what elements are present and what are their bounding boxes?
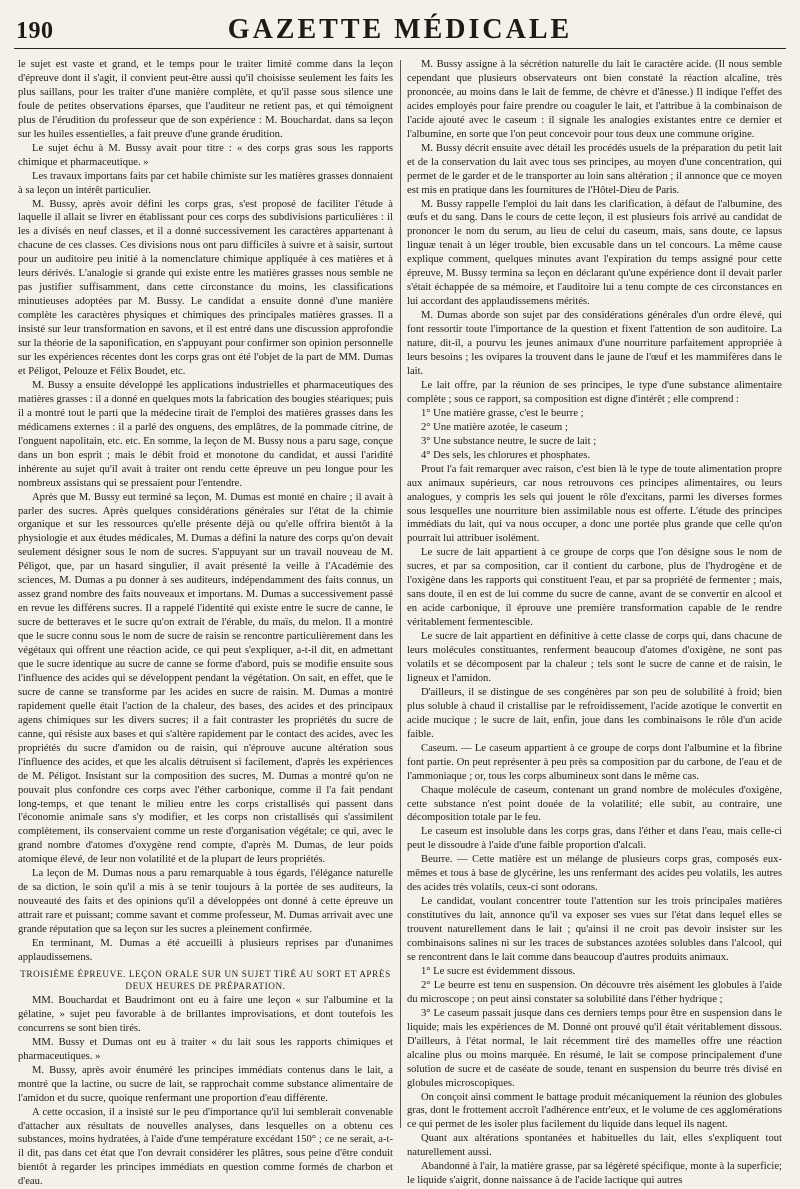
article-body <box>18 58 782 1188</box>
paragraph: Beurre. — Cette matière est un mélange de plusieurs corps gras, composés eux-mêmes et tous à base de glycérine, les uns renfermant des acides peu volatils, les autres des acides très volatils, ceux-ci sont odorans. <box>407 854 782 894</box>
paragraph: le sujet est vaste et grand, et le temps pour le traiter limité comme dans la leçon d'épreuve dont il s'agit, il convient peut-être aussi qu'il choisisse seulement les faits les plus saillans, pour les traiter d'une manière complète, et qu'il passe sous silence une foule de petites observations éparses, que l'auditeur ne retient pas, et qui témoignent plus de l'érudition du professeur que de son expérience : M. Bouchardat. dans sa leçon sur les huiles essentielles, a fait preuve d'une grande érudition. <box>18 59 393 140</box>
page-header <box>14 8 786 49</box>
paragraph: Chaque molécule de caseum, contenant un grand nombre de molécules d'oxigène, cette substance n'est point douée de la volatilité; elle subit, au contraire, une décomposition totale par le feu. <box>407 784 782 824</box>
paragraph: M. Dumas aborde son sujet par des considérations générales d'un ordre élevé, qui font ressortir toute l'importance de la question et fixent l'attention de son auditoire. La nature, dit-il, a pourvu les jeunes animaux d'une nourriture parfaitement appropriée à leurs besoins ; les ovipares la trouvent dans le jaune de l'œuf et les mammifères dans le lait. <box>407 310 782 377</box>
list-item: 2° Une matière azotée, le caseum ; <box>421 421 568 433</box>
paragraph: MM. Bussy et Dumas ont eu à traiter « du lait sous les rapports chimiques et pharmaceutiques. » <box>18 1036 393 1062</box>
paragraph: M. Bussy a ensuite développé les applications industrielles et pharmaceutiques des matières grasses : il a donné en quelques mots la fabrication des bougies stéariques; puis il a montré tout le parti que la médecine tirait de l'emploi des matières grasses dans les médicamens externes : il a parlé des onguens, des emplâtres, de la pommade citrine, de l'onguent napolitain, etc. etc. En somme, la leçon de M. Bussy nous a paru sage, conçue dans un bon esprit ; mais le débit froid et monotone du candidat, et aussi l'aridité inhérente au sujet qu'il avait à traiter ont rendu cette épreuve un peu longue pour les nombreux assistans qui se pressaient pour l'entendre. <box>18 379 393 489</box>
paragraph: Le sucre de lait appartient à ce groupe de corps que l'on désigne sous le nom de sucres, et par sa composition, car il contient du carbone, plus de l'hydrogène et de l'oxigène dans les rapports qui constituent l'eau, et par sa propriété de fermenter ; mais, sans doute, il en est de lui comme du sucre de canne, avant de se convertir en alcool et en acide carbonique, il éprouve une première transformation capable de le rendre véritablement fermentescible. <box>407 547 782 629</box>
list-item: 2° Le beurre est tenu en suspension. On découvre très aisément les globules à l'aide du microscope ; on peut ainsi constater sa solubilité dans l'éther hydrique ; <box>407 979 782 1005</box>
paragraph: Le sujet échu à M. Bussy avait pour titre : « des corps gras sous les rapports chimique et pharmaceutique. » <box>18 142 393 168</box>
page-number: 190 <box>16 18 54 44</box>
paragraph: M. Bussy, après avoir énuméré les principes immédiats contenus dans le lait, a montré que la lactine, ou sucre de lait, se rapprochait comme substance alimentaire de l'amidon et du sucre, quoique renfermant une proportion d'eau différente. <box>18 1064 393 1104</box>
right-column <box>407 58 782 1187</box>
paragraph: M. Bussy décrit ensuite avec détail les procédés usuels de la préparation du petit lait et de la conservation du lait avec tous ses principes, au moyen d'une concentration, qui permet de le garder et de le transporter au loin sans altération ; il annonce que ce moyen est mis en pratique dans les fournitures de l'Hôtel-Dieu de Paris. <box>407 142 782 196</box>
left-column <box>18 58 393 1188</box>
paragraph: M. Bussy, après avoir défini les corps gras, s'est proposé de faciliter l'étude à laquelle il allait se livrer en établissant pour ces corps des subdivisions particulières : il les a divisés en neuf classes, et il a donné successivement les caractères appartenant à chacune de ces classes. Ces divisions nous ont paru difficiles à suivre et à saisir, surtout pour un auditoire peu initié à la nomenclature chimique appliquée à ces matières et à leurs dérivés. L'analogie si grande qui existe entre les matières grasses nous semble ne pas justifier suffisamment, dans cette circonstance du moins, les classifications minutieuses adoptées par M. Bussy. Le candidat a ensuite donné d'une manière complète les caractères physiques et chimiques des principales matières grasses. Il a insisté sur leur transformation en savons, et il est entré dans une discussion approfondie sur la théorie de la saponification, en s'appuyant pour confirmer son opinion personnelle sur les expériences récentes dont les corps gras ont été l'objet de la part de MM. Dumas et Péligot, Pelouze et Félix Boudet, etc. <box>18 198 393 377</box>
paragraph: Les travaux importans faits par cet habile chimiste sur les matières grasses donnaient à sa leçon un intérêt particulier. <box>18 170 393 196</box>
paragraph: Caseum. — Le caseum appartient à ce groupe de corps dont l'albumine et la fibrine font partie. On peut représenter à peu près sa composition par du carbone, de l'eau et de l'ammoniaque ; or, tous les corps albumineux sont dans le même cas. <box>407 742 782 782</box>
paragraph: Le sucre de lait appartient en définitive à cette classe de corps qui, dans chacune de leurs molécules constituantes, renferment beaucoup d'atomes d'oxigène, ne sont pas volatils et se décomposent par la chaleur ; tels sont le sucre de canne et de raisin, le ligneux et l'amidon. <box>407 631 782 684</box>
paragraph: Prout l'a fait remarquer avec raison, c'est bien là le type de toute alimentation propre aux animaux supérieurs, car nous retrouvons ces principes alimentaires, ou leurs analogues, y compris les sels qui jouent le rôle d'excitans, parmi les diverses formes sous lesquelles une nourriture bien assimilable nous est offerte. L'étude des principes immédiats du lait, qui va nous occuper, a donc une portée plus grande que celle qu'on pourrait lui attribuer isolément. <box>407 463 782 545</box>
paragraph: Le lait offre, par la réunion de ses principes, le type d'une substance alimentaire complète ; sous ce rapport, sa composition est digne d'intérêt ; elle comprend : <box>407 379 782 405</box>
paragraph: Après que M. Bussy eut terminé sa leçon, M. Dumas est monté en chaire ; il avait à parler des sucres. Après quelques considérations générales sur l'état de la chimie organique et sur les ressources qu'elle présente déjà ou qu'elle offrira bientôt à la physiologie et aux études médicales, M. Dumas a défini la nature des corps qu'on devait seulement désigner sous le nom de sucres. S'appuyant sur un travail nouveau de M. Péligot, que, par un hasard singulier, il avait présenté la veille à l'Académie des sciences, M. Dumas a pu donner à ses auditeurs, indépendamment des faits connus, un assez grand nombre des faits nouveaux et importans. M. Dumas a successivement passé en revue les différens sucres. Il a rappelé l'identité qui existe entre le sucre de canne, le sucre de betteraves et le sucre qu'on extrait de l'érable, du maïs, du melon. Il a montré que le sucre connu sous le nom de sucre de raisin se rencontre particulièrement dans les végétaux qui offrent une réaction acide, ce qui peut s'expliquer, a-t-il dit, en admettant que le sucre identique au sucre de canne se forme d'abord, puis se modifie ensuite sous l'influence des acides qui se développent pendant la végétation. On sait, en effet, que le sucre de canne se transforme par les acides en sucre de raisin. M. Dumas a montré rapidement quelle était l'action de la chaleur, des bases, des acides et des principaux agens chimiques sur les divers sucres; il a fait contraster les propriétés du sucre de canne, qui résiste aux bases et qui s'altère rapidement par le contact des acides, avec les propriétés du sucre d'amidon ou de raisin, qui n'éprouve aucune altération sous l'influence des acides, et que les alcalis détruisent si facilement, d'après les expériences de M. Péligot. Insistant sur la composition des sucres, M. Dumas a montré qu'on ne pouvait plus confondre ces corps avec l'éther carbonique, comme il l'a fait pendant long-temps, et que tenant le milieu entre les corps cristallisés qui passent dans l'économie animale sans s'y modifier, et les corps non cristallisés qui s'assimilent complètement, ils conservaient comme un reste d'organisation végétale; ce qui, avec le grand nombre d'atomes d'oxygène rend compte, d'après M. Dumas, de leur poids atomique élevé, de leur non volatilité et de la plupart de leurs propriétés. <box>18 491 393 866</box>
paragraph: La leçon de M. Dumas nous a paru remarquable à tous égards, l'élégance naturelle de sa diction, le soin qu'il a mis à se tenir toujours à la portée de ses auditeurs, la nouveauté des faits et des opinions qu'il a développées ont donné à cette épreuve un attrait rare et puissant; comme savant et comme professeur, M. Dumas arrivait avec une grande réputation que sa leçon sur les sucres a pleinement confirmée. <box>18 868 393 936</box>
paragraph: A cette occasion, il a insisté sur le peu d'importance qu'il lui semblerait convenable d'attacher aux résultats de nouvelles analyses, dans lesquelles on a obtenu ces substances, moins hydratées, à l'aide d'une température excédant 150° ; ce ne serait, a-t-il dit, pas dans cet état que l'on devrait considérer les plâtres, sous peine d'être conduit bientôt à regarder les principes immédiats en question comme formés de charbon et d'eau. <box>18 1106 393 1188</box>
journal-title: GAZETTE MÉDICALE <box>227 14 573 45</box>
paragraph: Le candidat, voulant concentrer toute l'attention sur les trois principales matières constitutives du lait, annonce qu'il va exposer ses vues sur l'état dans lequel elles se trouvent naturellement dans le lait ; qu'ainsi il ne croit pas devoir insister sur les combinaisons salines ni sur les traces de substances azotées solubles dans l'alcool, qui se rencontrent dans le lait comme dans beaucoup d'autres produits animaux. <box>407 896 782 963</box>
section-heading: TROISIÈME ÉPREUVE. LEÇON ORALE SUR UN SUJET TIRÉ AU SORT ET APRÈS DEUX HEURES DE PRÉPARATION. <box>20 968 391 991</box>
list-item: 3° Une substance neutre, le sucre de lait ; <box>421 435 597 447</box>
paragraph: MM. Bouchardat et Baudrimont ont eu à faire une leçon « sur l'albumine et la gélatine, » sujet peu favorable à de brillantes improvisations, et dont toutefois les concurrens se sont bien tirés. <box>18 994 393 1034</box>
paragraph: En terminant, M. Dumas a été accueilli à plusieurs reprises par d'unanimes applaudissemens. <box>18 938 393 963</box>
list-item: 1° Une matière grasse, c'est le beurre ; <box>421 407 584 419</box>
list-item: 4° Des sels, les chlorures et phosphates. <box>421 449 590 461</box>
paragraph: Le caseum est insoluble dans les corps gras, dans l'éther et dans l'eau, mais celle-ci peut le dissoudre à l'aide d'une faible proportion d'alcali. <box>407 826 782 852</box>
list-item: 1° Le sucre est évidemment dissous. <box>421 965 576 977</box>
list-item: 3° Le caseum passait jusque dans ces derniers temps pour être en suspension dans le liquide; mais les expériences de M. Donné ont prouvé qu'il était véritablement dissous. D'ailleurs, à l'état normal, le lait récemment tiré des mamelles offre une réaction alcaline plus ou moins marquée. En résumé, le lait se compose principalement d'une solution de sucre et de caséate de soude, tenant en suspension du beurre très divisé en globules microscopiques. <box>407 1007 782 1089</box>
paragraph: On conçoit ainsi comment le battage produit mécaniquement la réunion des globules gras, dont le frottement accroît l'adhérence entr'eux, et le volume de ces agglomérations ce qui permet de les isoler plus facilement du liquide dans lequel ils nagent. <box>407 1091 782 1131</box>
paragraph: M. Bussy assigne à la sécrétion naturelle du lait le caractère acide. (Il nous semble cependant que plusieurs observateurs ont bien constaté la réaction alcaline, très prononcée, au moins dans le lait de femme, de chèvre et d'ânesse.) Il indique l'effet des acides employés pour faire prendre ou coaguler le lait, et l'attribue à la combinaison de l'acide ajouté avec le caseum : il signale les analogies existantes entre ce dernier et l'albumine, en sorte que l'on peut concevoir pour tous deux une commune origine. <box>407 59 782 140</box>
paragraph: M. Bussy rappelle l'emploi du lait dans les clarification, à défaut de l'albumine, des œufs et du sang. Dans le cours de cette leçon, il est plusieurs fois arrivé au candidat de prononcer le nom du serum, au lieu de celui du caseum, mais, sans doute, ce lapsus linguæ tenait à un léger trouble, bien excusable dans un tel concours. La même cause explique comment, quelques minutes avant l'expiration du temps assigné pour cette épreuve, M. Bussy termina sa leçon en déclarant qu'une expérience dont il devait parler s'était échappée de sa mémoire, et l'auditoire lui a tenu compte de ces circonstances en lui accordant des applaudissemens mérités. <box>407 198 782 308</box>
paragraph: D'ailleurs, il se distingue de ses congénères par son peu de solubilité à froid; bien plus soluble à chaud il cristallise par le refroidissement, l'acide azotique le convertit en acide mucique ; le sucre de lait, enfin, joue dans les combinaisons le rôle d'un acide faible. <box>407 686 782 740</box>
paragraph: Abandonné à l'air, la matière grasse, par sa légèreté spécifique, monte à la superficie; le liquide s'aigrit, donne naissance à de l'acide lactique qui autres <box>407 1161 782 1187</box>
paragraph: Quant aux altérations spontanées et habituelles du lait, elles s'expliquent tout naturellement aussi. <box>407 1133 782 1159</box>
